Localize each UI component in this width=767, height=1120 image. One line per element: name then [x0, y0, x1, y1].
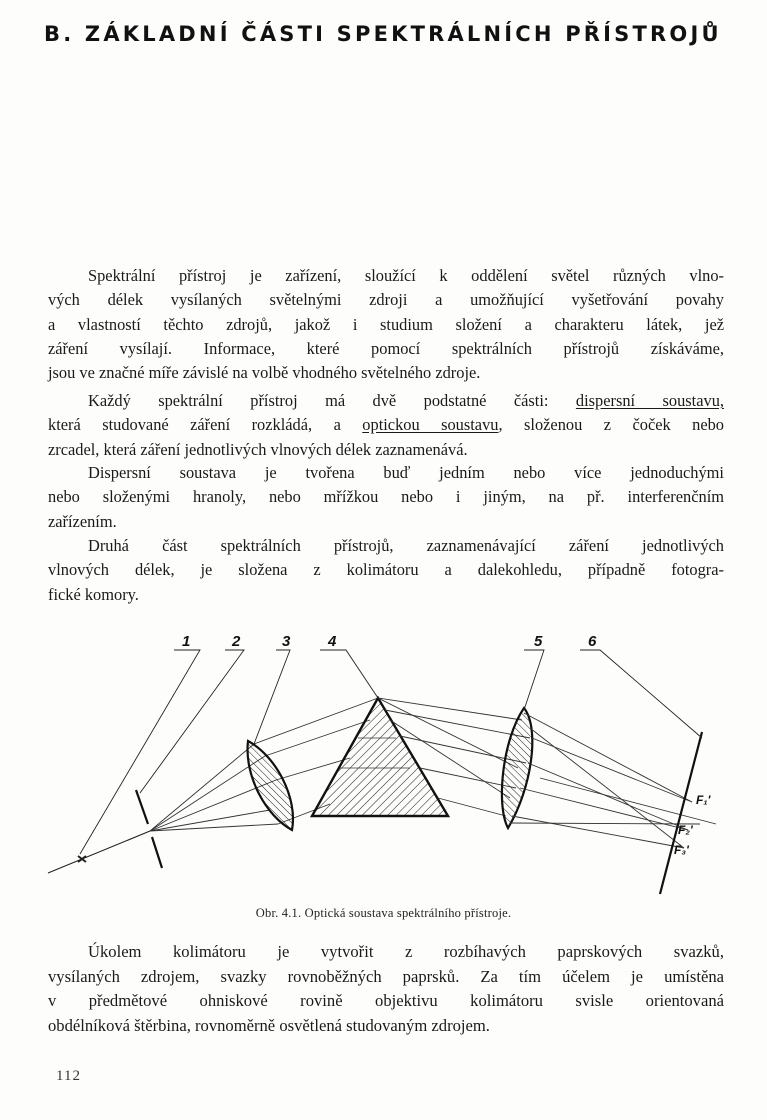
text-line: zrcadel, která záření jednotlivých vlnových délek zaznamenává. — [48, 439, 468, 459]
text-line: Dispersní soustava je tvořena buď jedním nebo více jednoduchými — [88, 463, 724, 482]
focal-plane — [660, 732, 702, 894]
focus-label-1: F₁' — [696, 793, 711, 807]
underlined-term-optical-system: optickou soustavu — [362, 415, 499, 435]
focus-label-3: F₃' — [674, 843, 689, 857]
label-5: 5 — [534, 633, 543, 650]
text-line: jsou ve značné míře závislé na volbě vhodného světelného zdroje. — [48, 363, 481, 383]
label-1: 1 — [182, 633, 191, 650]
text-line — [48, 413, 724, 437]
prism — [312, 698, 448, 816]
figure-caption: Obr. 4.1. Optická soustava spektrálního přístroje. — [255, 906, 512, 920]
text-line: a vlastností těchto zdrojů, jakož i studium složení a charakteru látek, jež — [48, 314, 724, 334]
underlined-term-dispersion-system: dispersní soustavu, — [575, 391, 724, 410]
text-line: nebo složenými hranoly, nebo mřížkou nebo i jiným, na př. interferenčním — [48, 487, 724, 507]
text-line: fické komory. — [48, 584, 139, 604]
text-run: Každý spektrální přístroj má dvě podstatné části: — [88, 391, 576, 410]
text-line: zařízením. — [48, 511, 117, 531]
label-4: 4 — [328, 633, 337, 650]
paragraph-parts — [48, 389, 724, 462]
text-line: Druhá část spektrálních přístrojů, zaznamenávající záření jednotlivých — [88, 536, 724, 555]
text-line: vlnových délek, je složena z kolimátoru a dalekohledu, případně fotogra- — [48, 560, 724, 580]
focus-label-2: F₂' — [678, 823, 693, 837]
text-line: Spektrální přístroj je zařízení, sloužící k oddělení světel různých vlno- — [88, 266, 724, 285]
label-6: 6 — [588, 633, 597, 650]
text-line — [48, 389, 724, 413]
text-line: obdélníková štěrbina, rovnoměrně osvětlená studovaným zdrojem. — [48, 1015, 490, 1035]
label-3: 3 — [282, 633, 291, 650]
section-heading: B. ZÁKLADNÍ ČÁSTI SPEKTRÁLNÍCH PŘÍSTROJŮ — [44, 22, 722, 46]
paragraph-second-part — [48, 534, 724, 607]
text-line: v předmětové ohniskové rovině objektivu kolimátoru svisle orientovaná — [48, 991, 724, 1011]
text-run: , složenou z čoček nebo — [498, 415, 724, 435]
optical-diagram — [40, 628, 730, 900]
text-line: Úkolem kolimátoru je vytvořit z rozbíhavých paprskových svazků, — [88, 942, 724, 961]
paragraph-dispersion — [48, 461, 724, 534]
text-run: která studované záření rozkládá, a — [48, 415, 363, 435]
page-number: 112 — [56, 1068, 81, 1084]
text-line: záření vysílají. Informace, které pomocí spektrálních přístrojů získáváme, — [48, 338, 724, 358]
slit — [136, 790, 162, 868]
text-line: vysílaných zdrojem, svazky rovnoběžných paprsků. Za tím účelem je umístěna — [48, 966, 724, 986]
source-ray — [48, 831, 150, 873]
label-2: 2 — [232, 633, 241, 650]
paragraph-intro — [48, 264, 724, 385]
paragraph-collimator — [48, 940, 724, 1038]
camera-lens — [502, 708, 532, 828]
text-line: vých délek vysílaných světelnými zdroji a umožňující vyšetřování povahy — [48, 290, 724, 310]
optical-diagram-svg — [40, 628, 730, 900]
